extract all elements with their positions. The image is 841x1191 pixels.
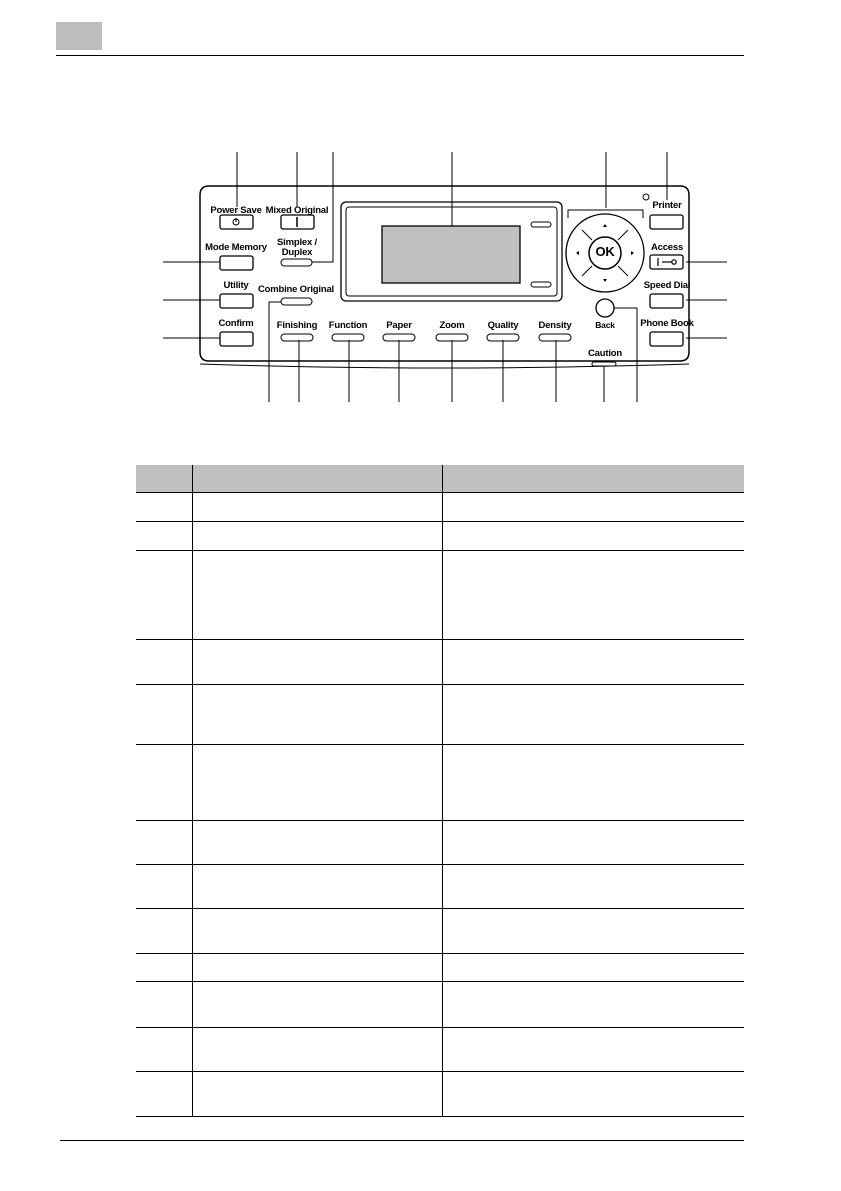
table-cell <box>136 954 193 982</box>
table-cell <box>136 865 193 909</box>
table-row <box>136 551 744 640</box>
table-header-description <box>443 465 744 493</box>
table-cell <box>193 865 443 909</box>
finishing-key <box>281 334 313 341</box>
table-cell <box>443 954 744 982</box>
mode-memory-label: Mode Memory <box>205 242 267 253</box>
simplex-duplex-key <box>281 259 312 266</box>
power-save-label: Power Save <box>210 205 262 216</box>
table-row <box>136 1028 744 1072</box>
table-cell <box>443 865 744 909</box>
lcd-screen <box>382 226 520 283</box>
table-cell <box>443 1028 744 1072</box>
mode-memory-key <box>220 256 253 270</box>
table-cell <box>193 640 443 685</box>
table-cell <box>136 909 193 954</box>
nav-divider-3 <box>582 266 592 276</box>
finishing-label: Finishing <box>276 320 318 331</box>
utility-key <box>220 294 253 308</box>
caution-indicator <box>592 362 616 366</box>
table-cell <box>136 745 193 821</box>
phone-book-label: Phone Book <box>640 318 694 329</box>
arrow-down-icon <box>603 279 607 282</box>
zoom-key <box>436 334 468 341</box>
callout-bottom-1 <box>269 302 281 402</box>
table-cell <box>443 1072 744 1117</box>
parts-table <box>136 465 744 1117</box>
printer-indicator <box>643 194 649 200</box>
arrow-right-icon <box>631 251 634 255</box>
table-row <box>136 640 744 685</box>
confirm-label: Confirm <box>218 318 254 329</box>
table-cell <box>443 551 744 640</box>
table-cell <box>443 640 744 685</box>
power-icon <box>233 218 239 225</box>
table-cell <box>136 821 193 865</box>
paper-key <box>383 334 415 341</box>
table-cell <box>136 522 193 551</box>
table-row <box>136 954 744 982</box>
table-cell <box>136 1072 193 1117</box>
density-key <box>539 334 571 341</box>
simplex-duplex-label-line1: Simplex / <box>277 237 317 248</box>
table-row <box>136 493 744 522</box>
table-header-no <box>136 465 193 493</box>
key-icon <box>658 258 676 266</box>
quality-key <box>487 334 519 341</box>
access-label: Access <box>650 242 684 253</box>
nav-divider-1 <box>582 230 592 240</box>
table-cell <box>193 551 443 640</box>
speed-dial-label: Speed Dial <box>643 280 691 291</box>
footer-rule <box>60 1140 744 1141</box>
control-panel-diagram <box>0 0 841 420</box>
control-panel-drawing <box>0 0 841 420</box>
density-label: Density <box>538 320 572 331</box>
table-row <box>136 1072 744 1117</box>
phone-book-key <box>650 332 683 346</box>
table-row <box>136 865 744 909</box>
back-label: Back <box>595 320 615 330</box>
utility-label: Utility <box>223 280 249 291</box>
table-cell <box>193 982 443 1028</box>
table-row <box>136 821 744 865</box>
mixed-original-label: Mixed Original <box>265 205 329 216</box>
table-row <box>136 982 744 1028</box>
table-cell <box>443 821 744 865</box>
confirm-key <box>220 332 253 346</box>
table-row <box>136 745 744 821</box>
table-cell <box>443 685 744 745</box>
printer-label: Printer <box>652 200 682 211</box>
table-cell <box>193 685 443 745</box>
table-cell <box>193 821 443 865</box>
table-cell <box>136 685 193 745</box>
paper-label: Paper <box>386 320 412 331</box>
table-cell <box>136 982 193 1028</box>
back-key <box>596 299 614 317</box>
arrow-left-icon <box>576 251 579 255</box>
table-cell <box>136 551 193 640</box>
table-cell <box>443 982 744 1028</box>
zoom-label: Zoom <box>439 320 465 331</box>
table-cell <box>443 493 744 522</box>
table-row <box>136 685 744 745</box>
speed-dial-key <box>650 294 683 308</box>
ok-label: OK <box>595 244 615 259</box>
nav-divider-2 <box>618 230 628 240</box>
table-cell <box>193 493 443 522</box>
table-row <box>136 522 744 551</box>
table-cell <box>193 954 443 982</box>
nav-divider-4 <box>618 266 628 276</box>
table-cell <box>443 522 744 551</box>
combine-original-key <box>281 298 312 305</box>
table-cell <box>193 1072 443 1117</box>
table-header-row <box>136 465 744 493</box>
table-cell <box>136 1028 193 1072</box>
simplex-duplex-label-line2: Duplex <box>281 247 313 258</box>
table-cell <box>193 745 443 821</box>
table-cell <box>193 1028 443 1072</box>
table-header-part <box>193 465 443 493</box>
table-cell <box>136 640 193 685</box>
display-side-key-top <box>531 222 551 227</box>
table-cell <box>193 909 443 954</box>
table-row <box>136 909 744 954</box>
table-cell <box>193 522 443 551</box>
function-label: Function <box>328 320 368 331</box>
table-cell <box>136 493 193 522</box>
function-key <box>332 334 364 341</box>
arrow-up-icon <box>603 224 607 227</box>
combine-original-label: Combine Original <box>258 284 334 295</box>
display-side-key-bottom <box>531 282 551 287</box>
quality-label: Quality <box>487 320 519 331</box>
table-cell <box>443 745 744 821</box>
caution-label: Caution <box>588 348 622 359</box>
printer-key <box>650 215 683 229</box>
table-cell <box>443 909 744 954</box>
